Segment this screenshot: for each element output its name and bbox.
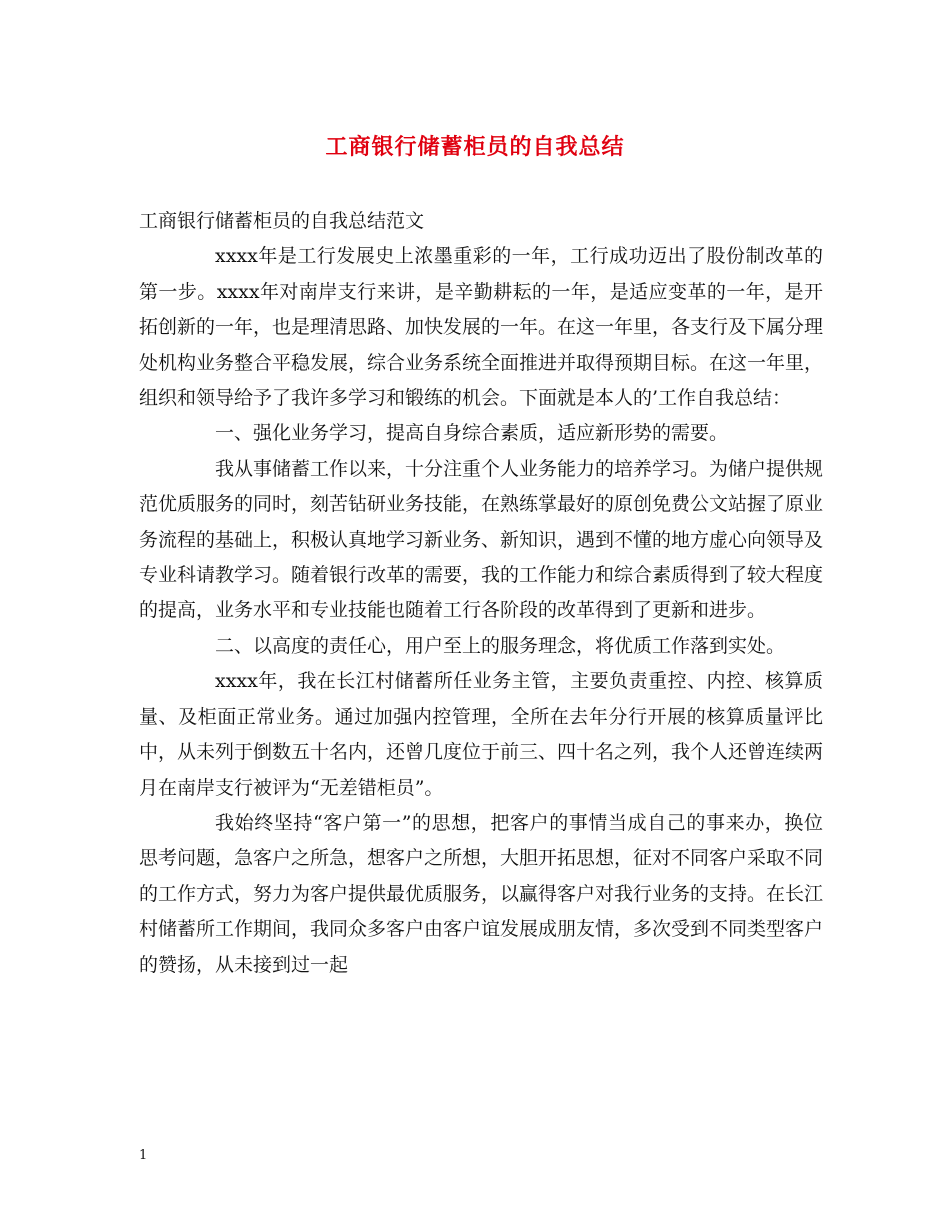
document-body	[139, 204, 823, 983]
subtitle-paragraph: 工商银行储蓄柜员的自我总结范文	[139, 210, 425, 232]
paragraph-section-1: 我从事储蓄工作以来，十分注重个人业务能力的培养学习。为储户提供规范优质服务的同时，刻苦钻研业务技能，在熟练掌最好的原创免费公文站握了原业务流程的基础上，积极认真地学习新业务、新知识，遇到不懂的地方虚心向领导及专业科请教学习。随着银行改革的需要，我的工作能力和综合素质得到了较大程度的提高，业务水平和专业技能也随着工行各阶段的改革得到了更新和进步。	[139, 457, 824, 622]
page-number: 1	[139, 1148, 148, 1163]
section-heading-1: 一、强化业务学习，提高自身综合素质，适应新形势的需要。	[215, 422, 729, 445]
section-heading-2: 二、以高度的责任心，用户至上的服务理念，将优质工作落到实处。	[215, 634, 786, 657]
paragraph-intro: xxxx年是工行发展史上浓墨重彩的一年，工行成功迈出了股份制改革的第一步。xxxx年对南岸支行来讲，是辛勤耕耘的一年，是适应变革的一年，是开拓创新的一年，也是理清思路、加快发展的一年。在这一年里，各支行及下属分理处机构业务整合平稳发展，综合业务系统全面推进并取得预期目标。在这一年里，组织和领导给予了我许多学习和锻练的机会。下面就是本人的’工作自我总结：	[139, 245, 824, 410]
paragraph-section-2b: 我始终坚持“客户第一”的思想，把客户的事情当成自己的事来办，换位思考问题，急客户之所急，想客户之所想，大胆开拓思想，征对不同客户采取不同的工作方式，努力为客户提供最优质服务，以赢得客户对我行业务的支持。在长江村储蓄所工作期间，我同众多客户由客户谊发展成朋友情，多次受到不同类型客户的赞扬，从未接到过一起	[139, 811, 824, 976]
document-title: 工商银行储蓄柜员的自我总结	[325, 134, 625, 160]
paragraph-section-2a: xxxx年，我在长江村储蓄所任业务主管，主要负责重控、内控、核算质量、及柜面正常业务。通过加强内控管理，全所在去年分行开展的核算质量评比中，从未列于倒数五十名内，还曾几度位于前三、四十名之列，我个人还曾连续两月在南岸支行被评为“无差错柜员”。	[139, 670, 824, 799]
